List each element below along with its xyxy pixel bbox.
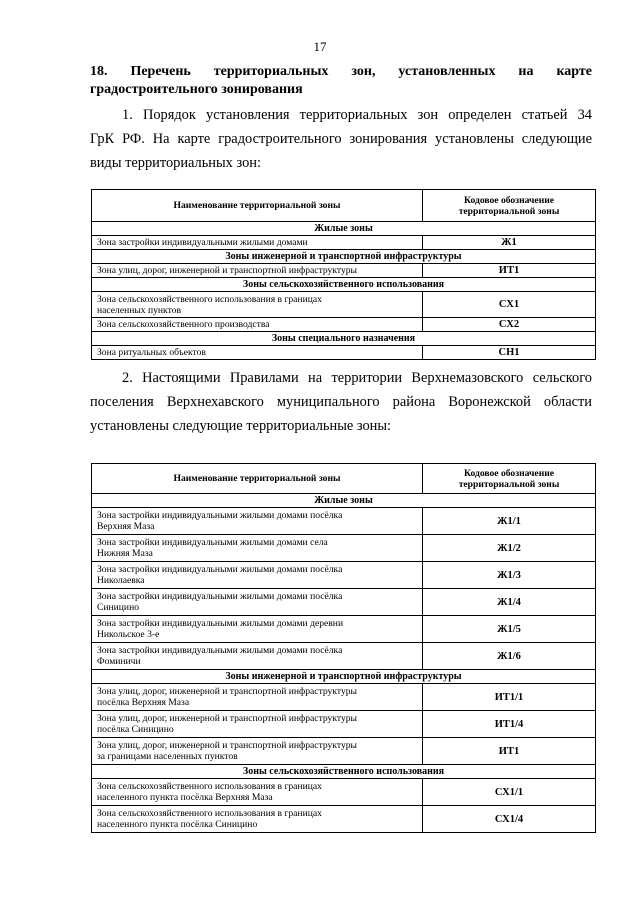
zone-row xyxy=(92,346,596,360)
zone-name xyxy=(92,806,423,833)
column-header-code-line: территориальной зоны xyxy=(458,205,560,217)
zone-code: Ж1 xyxy=(423,236,596,250)
zone-code: Ж1/1 xyxy=(423,508,596,535)
paragraph-line: поселения Верхнехавского муниципального района Воронежской области xyxy=(90,394,592,410)
zone-group-title: Зоны инженерной и транспортной инфраструктуры xyxy=(92,250,596,264)
zone-code: СХ1 xyxy=(423,292,596,318)
zone-name-line: Зона сельскохозяйственного использования в границах xyxy=(97,808,322,819)
zone-name-line: Зона улиц, дорог, инженерной и транспортной инфраструктуры xyxy=(97,713,357,724)
zone-name-line: Зона улиц, дорог, инженерной и транспортной инфраструктуры xyxy=(97,265,357,276)
zone-row xyxy=(92,292,596,318)
zone-name xyxy=(92,738,423,765)
zone-name xyxy=(92,535,423,562)
table-body xyxy=(92,494,596,833)
column-header-name: Наименование территориальной зоны xyxy=(92,464,423,494)
paragraph-line: 1. Порядок установления территориальных зон определен статьей 34 xyxy=(122,107,592,123)
column-header-code xyxy=(423,464,596,494)
zone-code: СХ1/4 xyxy=(423,806,596,833)
zone-group-row xyxy=(92,250,596,264)
zone-name xyxy=(92,292,423,318)
zone-name-line: Синицино xyxy=(97,602,140,613)
zone-name-line: Николаевка xyxy=(97,575,145,586)
zone-row xyxy=(92,779,596,806)
zone-code: Ж1/5 xyxy=(423,616,596,643)
zone-name-line: населенных пунктов xyxy=(97,304,181,316)
zone-name-line: Зона застройки индивидуальными жилыми домами посёлка xyxy=(97,564,343,575)
zone-group-row xyxy=(92,278,596,292)
zone-row xyxy=(92,738,596,765)
zone-name-line: посёлка Синицино xyxy=(97,724,174,735)
zone-name xyxy=(92,643,423,670)
zone-name-line: Зона улиц, дорог, инженерной и транспортной инфраструктуры xyxy=(97,740,357,751)
zone-group-row xyxy=(92,494,596,508)
zone-code: Ж1/2 xyxy=(423,535,596,562)
zone-name xyxy=(92,616,423,643)
zone-name-line: Зона застройки индивидуальными жилыми домами посёлка xyxy=(97,510,343,521)
zone-name-line: Зона сельскохозяйственного использования в границах xyxy=(97,781,322,792)
zone-row xyxy=(92,535,596,562)
zone-code: СХ2 xyxy=(423,318,596,332)
table-header-row xyxy=(92,190,596,222)
zone-group-title: Зоны сельскохозяйственного использования xyxy=(92,765,596,779)
zone-name-line: Зона сельскохозяйственного производства xyxy=(97,319,270,330)
zone-row xyxy=(92,616,596,643)
column-header-name: Наименование территориальной зоны xyxy=(92,190,423,222)
zone-row xyxy=(92,562,596,589)
table-header-row xyxy=(92,464,596,494)
zone-name-line: Фоминичи xyxy=(97,656,141,667)
column-header-code-line: Кодовое обозначение xyxy=(463,194,555,206)
zone-row xyxy=(92,589,596,616)
zone-code: Ж1/4 xyxy=(423,589,596,616)
zone-group-row xyxy=(92,222,596,236)
zone-name-line: Зона застройки индивидуальными жилыми домами деревни xyxy=(97,618,344,629)
zone-code: ИТ1/1 xyxy=(423,684,596,711)
zone-code: ИТ1 xyxy=(423,738,596,765)
section-heading: 18. Перечень территориальных зон, установленных на карте градостроительного зонирования xyxy=(90,64,592,97)
zone-group-title: Зоны сельскохозяйственного использования xyxy=(92,278,596,292)
paragraph-line: виды территориальных зон: xyxy=(90,155,261,171)
zone-group-title: Жилые зоны xyxy=(92,222,596,236)
zone-name-line: Зона сельскохозяйственного использования в границах xyxy=(97,293,322,305)
zones-table-2 xyxy=(91,463,596,833)
zone-code: СХ1/1 xyxy=(423,779,596,806)
zone-row xyxy=(92,264,596,278)
column-header-code xyxy=(423,190,596,222)
zone-name xyxy=(92,589,423,616)
zone-group-row xyxy=(92,332,596,346)
zone-group-row xyxy=(92,765,596,779)
zone-code: ИТ1/4 xyxy=(423,711,596,738)
zone-group-row xyxy=(92,670,596,684)
zone-name xyxy=(92,318,423,332)
zone-row xyxy=(92,684,596,711)
zone-name-line: посёлка Верхняя Маза xyxy=(97,697,190,708)
table-body xyxy=(92,222,596,360)
zone-name-line: Нижняя Маза xyxy=(97,548,153,559)
paragraph-1 xyxy=(90,107,592,179)
zone-name-line: Верхняя Маза xyxy=(97,521,155,532)
zone-row xyxy=(92,508,596,535)
zone-name-line: Никольское 3-е xyxy=(97,629,160,640)
paragraph-line: 2. Настоящими Правилами на территории Верхнемазовского сельского xyxy=(122,370,592,386)
column-header-code-line: Кодовое обозначение xyxy=(463,467,555,479)
zone-name-line: Зона застройки индивидуальными жилыми домами посёлка xyxy=(97,591,343,602)
zone-name-line: за границами населенных пунктов xyxy=(97,751,238,762)
zone-code: Ж1/6 xyxy=(423,643,596,670)
column-header-code-line: территориальной зоны xyxy=(458,478,560,490)
zone-code: ИТ1 xyxy=(423,264,596,278)
zone-name xyxy=(92,562,423,589)
zone-name-line: Зона застройки индивидуальными жилыми домами посёлка xyxy=(97,645,343,656)
zone-row xyxy=(92,806,596,833)
zone-name xyxy=(92,779,423,806)
zone-code: Ж1/3 xyxy=(423,562,596,589)
page-number: 17 xyxy=(313,39,327,54)
zone-name-line: Зона застройки индивидуальными жилыми домами xyxy=(97,237,308,248)
paragraph-line: установлены следующие территориальные зоны: xyxy=(90,418,392,434)
zones-table-1 xyxy=(91,189,596,360)
zone-code: СН1 xyxy=(423,346,596,360)
zone-name xyxy=(92,711,423,738)
zone-group-title: Жилые зоны xyxy=(92,494,596,508)
zone-name xyxy=(92,264,423,278)
paragraph-line: ГрК РФ. На карте градостроительного зонирования установлены следующие xyxy=(90,131,592,147)
zone-name-line: Зона ритуальных объектов xyxy=(97,347,206,358)
paragraph-2 xyxy=(90,370,592,442)
zone-name xyxy=(92,346,423,360)
zone-name-line: Зона улиц, дорог, инженерной и транспортной инфраструктуры xyxy=(97,686,357,697)
zone-group-title: Зоны инженерной и транспортной инфраструктуры xyxy=(92,670,596,684)
zone-name-line: населенного пункта посёлка Верхняя Маза xyxy=(97,792,273,803)
zone-row xyxy=(92,643,596,670)
zone-name xyxy=(92,236,423,250)
zone-name-line: населенного пункта посёлка Синицино xyxy=(97,819,258,830)
zone-name-line: Зона застройки индивидуальными жилыми домами села xyxy=(97,537,328,548)
zone-name xyxy=(92,508,423,535)
zone-row xyxy=(92,318,596,332)
zone-name xyxy=(92,684,423,711)
zone-row xyxy=(92,711,596,738)
zone-row xyxy=(92,236,596,250)
zone-group-title: Зоны специального назначения xyxy=(92,332,596,346)
